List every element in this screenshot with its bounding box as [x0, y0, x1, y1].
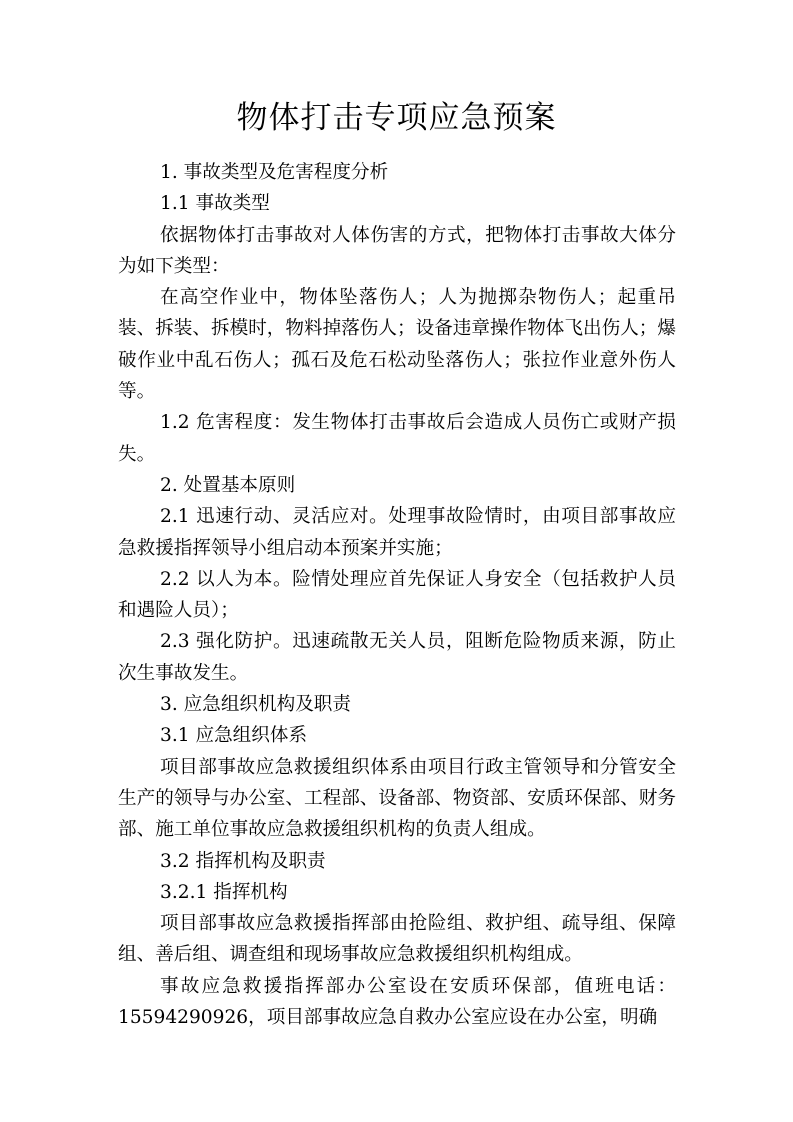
- paragraph-principle-2-3: 2.3 强化防护。迅速疏散无关人员，阻断危险物质来源，防止次生事故发生。: [118, 631, 676, 684]
- paragraph-command-structure: 项目部事故应急救援指挥部由抢险组、救护组、疏导组、保障组、善后组、调查组和现场事故应急救援组织机构组成。: [118, 913, 676, 966]
- subsection-heading-3-2: 3.2 指挥机构及职责: [160, 850, 326, 872]
- paragraph-command-office: 事故应急救援指挥部办公室设在安质环保部，值班电话：15594290926，项目部事故应急自救办公室应设在办公室，明确: [118, 975, 676, 1029]
- document-body: [118, 157, 676, 1033]
- paragraph-principle-2-2: 2.2 以人为本。险情处理应首先保证人身安全（包括救护人员和遇险人员）；: [118, 568, 676, 622]
- subsection-heading-1-1: 1.1 事故类型: [160, 193, 270, 215]
- paragraph-accident-types-list: 在高空作业中，物体坠落伤人；人为抛掷杂物伤人；起重吊装、拆装、拆模时，物料掉落伤人；设备违章操作物体飞出伤人；爆破作业中乱石伤人；孤石及危石松动坠落伤人；张拉作业意外伤人等。: [118, 287, 676, 403]
- paragraph-organization-system: 项目部事故应急救援组织体系由项目行政主管领导和分管安全生产的领导与办公室、工程部、设备部、物资部、安质环保部、财务部、施工单位事故应急救援组织机构的负责人组成。: [118, 756, 676, 841]
- subsection-heading-3-1: 3.1 应急组织体系: [160, 725, 308, 747]
- paragraph-principle-2-1: 2.1 迅速行动、灵活应对。处理事故险情时，由项目部事故应急救援指挥领导小组启动本预案并实施；: [118, 506, 676, 559]
- subsection-heading-3-2-1: 3.2.1 指挥机构: [160, 881, 288, 903]
- section-heading-3: 3. 应急组织机构及职责: [160, 694, 351, 716]
- paragraph-accident-types-intro: 依据物体打击事故对人体伤害的方式，把物体打击事故大体分为如下类型：: [118, 224, 676, 277]
- section-heading-2: 2. 处置基本原则: [160, 474, 296, 496]
- paragraph-hazard-degree: 1.2 危害程度：发生物体打击事故后会造成人员伤亡或财产损失。: [118, 412, 676, 465]
- section-heading-1: 1. 事故类型及危害程度分析: [160, 162, 389, 183]
- document-title: 物体打击专项应急预案: [236, 100, 557, 136]
